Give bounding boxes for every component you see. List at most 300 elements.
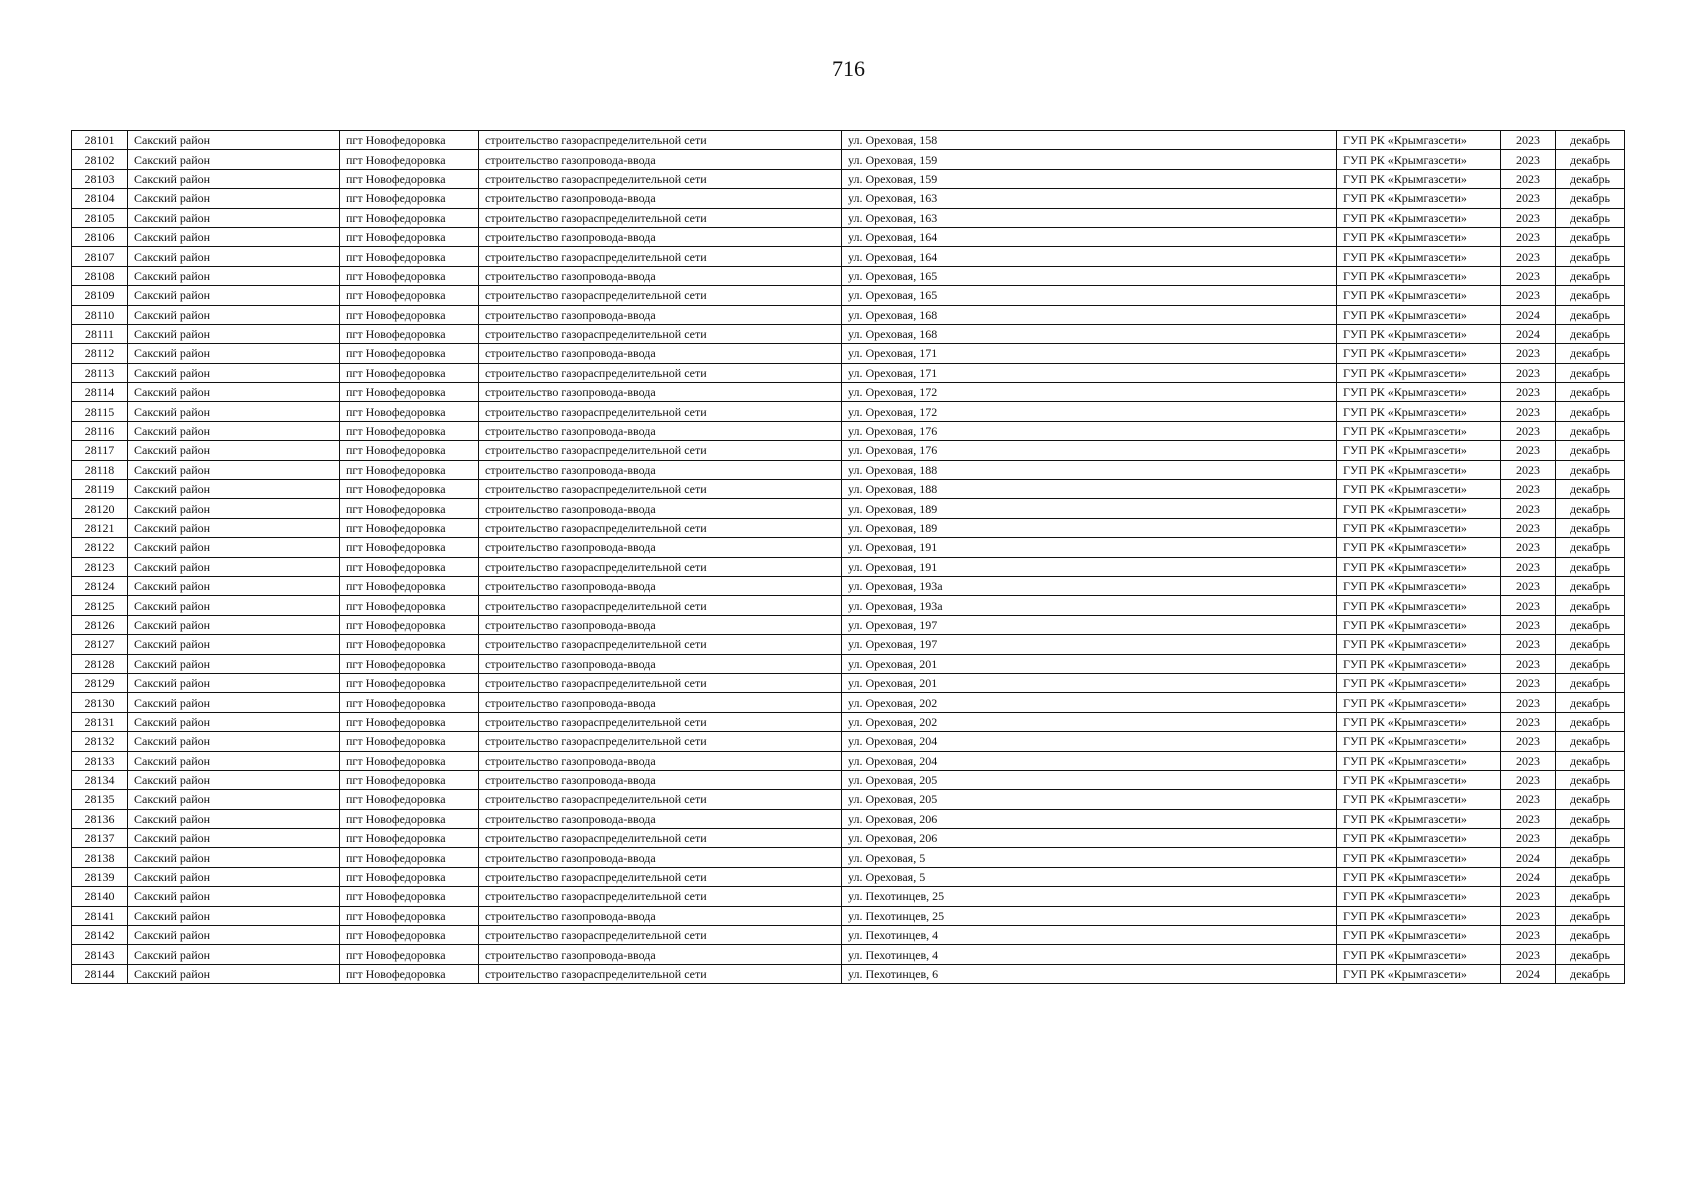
settlement-cell: пгт Новофедоровка bbox=[340, 305, 479, 324]
work-type-cell: строительство газопровода-ввода bbox=[479, 770, 842, 789]
organization-cell: ГУП РК «Крымгазсети» bbox=[1337, 770, 1501, 789]
record-number-cell: 28103 bbox=[72, 169, 128, 188]
table-row bbox=[72, 751, 1625, 770]
work-type-cell: строительство газопровода-ввода bbox=[479, 421, 842, 440]
address-cell: ул. Ореховая, 164 bbox=[842, 227, 1337, 246]
table-row bbox=[72, 829, 1625, 848]
record-number-cell: 28107 bbox=[72, 247, 128, 266]
table-row bbox=[72, 887, 1625, 906]
work-type-cell: строительство газопровода-ввода bbox=[479, 615, 842, 634]
settlement-cell: пгт Новофедоровка bbox=[340, 712, 479, 731]
work-type-cell: строительство газопровода-ввода bbox=[479, 538, 842, 557]
month-cell: декабрь bbox=[1556, 324, 1625, 343]
table-row bbox=[72, 770, 1625, 789]
settlement-cell: пгт Новофедоровка bbox=[340, 557, 479, 576]
settlement-cell: пгт Новофедоровка bbox=[340, 576, 479, 595]
year-cell: 2023 bbox=[1501, 615, 1556, 634]
year-cell: 2023 bbox=[1501, 887, 1556, 906]
year-cell: 2023 bbox=[1501, 518, 1556, 537]
record-number-cell: 28105 bbox=[72, 208, 128, 227]
address-cell: ул. Ореховая, 188 bbox=[842, 460, 1337, 479]
month-cell: декабрь bbox=[1556, 867, 1625, 886]
organization-cell: ГУП РК «Крымгазсети» bbox=[1337, 169, 1501, 188]
year-cell: 2023 bbox=[1501, 286, 1556, 305]
settlement-cell: пгт Новофедоровка bbox=[340, 635, 479, 654]
work-type-cell: строительство газораспределительной сети bbox=[479, 964, 842, 983]
record-number-cell: 28102 bbox=[72, 150, 128, 169]
table-row bbox=[72, 227, 1625, 246]
year-cell: 2023 bbox=[1501, 247, 1556, 266]
month-cell: декабрь bbox=[1556, 227, 1625, 246]
work-type-cell: строительство газопровода-ввода bbox=[479, 848, 842, 867]
settlement-cell: пгт Новофедоровка bbox=[340, 518, 479, 537]
organization-cell: ГУП РК «Крымгазсети» bbox=[1337, 576, 1501, 595]
record-number-cell: 28109 bbox=[72, 286, 128, 305]
work-type-cell: строительство газопровода-ввода bbox=[479, 576, 842, 595]
year-cell: 2023 bbox=[1501, 538, 1556, 557]
year-cell: 2023 bbox=[1501, 829, 1556, 848]
record-number-cell: 28116 bbox=[72, 421, 128, 440]
record-number-cell: 28134 bbox=[72, 770, 128, 789]
table-row bbox=[72, 945, 1625, 964]
work-type-cell: строительство газораспределительной сети bbox=[479, 208, 842, 227]
organization-cell: ГУП РК «Крымгазсети» bbox=[1337, 305, 1501, 324]
year-cell: 2023 bbox=[1501, 363, 1556, 382]
district-cell: Сакский район bbox=[128, 363, 340, 382]
month-cell: декабрь bbox=[1556, 887, 1625, 906]
address-cell: ул. Ореховая, 176 bbox=[842, 441, 1337, 460]
month-cell: декабрь bbox=[1556, 460, 1625, 479]
year-cell: 2023 bbox=[1501, 344, 1556, 363]
year-cell: 2024 bbox=[1501, 964, 1556, 983]
work-type-cell: строительство газопровода-ввода bbox=[479, 945, 842, 964]
address-cell: ул. Пехотинцев, 4 bbox=[842, 945, 1337, 964]
address-cell: ул. Ореховая, 159 bbox=[842, 150, 1337, 169]
address-cell: ул. Ореховая, 201 bbox=[842, 673, 1337, 692]
year-cell: 2023 bbox=[1501, 712, 1556, 731]
district-cell: Сакский район bbox=[128, 169, 340, 188]
record-number-cell: 28129 bbox=[72, 673, 128, 692]
month-cell: декабрь bbox=[1556, 150, 1625, 169]
organization-cell: ГУП РК «Крымгазсети» bbox=[1337, 693, 1501, 712]
year-cell: 2023 bbox=[1501, 596, 1556, 615]
month-cell: декабрь bbox=[1556, 848, 1625, 867]
work-type-cell: строительство газораспределительной сети bbox=[479, 829, 842, 848]
table-row bbox=[72, 732, 1625, 751]
month-cell: декабрь bbox=[1556, 751, 1625, 770]
work-type-cell: строительство газораспределительной сети bbox=[479, 596, 842, 615]
district-cell: Сакский район bbox=[128, 867, 340, 886]
address-cell: ул. Ореховая, 171 bbox=[842, 344, 1337, 363]
organization-cell: ГУП РК «Крымгазсети» bbox=[1337, 964, 1501, 983]
table-row bbox=[72, 189, 1625, 208]
year-cell: 2023 bbox=[1501, 654, 1556, 673]
work-type-cell: строительство газопровода-ввода bbox=[479, 499, 842, 518]
organization-cell: ГУП РК «Крымгазсети» bbox=[1337, 324, 1501, 343]
table-row bbox=[72, 324, 1625, 343]
settlement-cell: пгт Новофедоровка bbox=[340, 460, 479, 479]
settlement-cell: пгт Новофедоровка bbox=[340, 344, 479, 363]
record-number-cell: 28140 bbox=[72, 887, 128, 906]
organization-cell: ГУП РК «Крымгазсети» bbox=[1337, 732, 1501, 751]
month-cell: декабрь bbox=[1556, 557, 1625, 576]
year-cell: 2023 bbox=[1501, 751, 1556, 770]
record-number-cell: 28122 bbox=[72, 538, 128, 557]
record-number-cell: 28121 bbox=[72, 518, 128, 537]
month-cell: декабрь bbox=[1556, 305, 1625, 324]
organization-cell: ГУП РК «Крымгазсети» bbox=[1337, 945, 1501, 964]
address-cell: ул. Ореховая, 188 bbox=[842, 480, 1337, 499]
record-number-cell: 28144 bbox=[72, 964, 128, 983]
district-cell: Сакский район bbox=[128, 635, 340, 654]
year-cell: 2023 bbox=[1501, 576, 1556, 595]
address-cell: ул. Ореховая, 206 bbox=[842, 829, 1337, 848]
work-type-cell: строительство газопровода-ввода bbox=[479, 906, 842, 925]
year-cell: 2023 bbox=[1501, 227, 1556, 246]
work-type-cell: строительство газораспределительной сети bbox=[479, 324, 842, 343]
address-cell: ул. Ореховая, 189 bbox=[842, 518, 1337, 537]
year-cell: 2023 bbox=[1501, 499, 1556, 518]
address-cell: ул. Ореховая, 165 bbox=[842, 266, 1337, 285]
organization-cell: ГУП РК «Крымгазсети» bbox=[1337, 227, 1501, 246]
month-cell: декабрь bbox=[1556, 945, 1625, 964]
year-cell: 2023 bbox=[1501, 421, 1556, 440]
address-cell: ул. Ореховая, 193а bbox=[842, 596, 1337, 615]
settlement-cell: пгт Новофедоровка bbox=[340, 790, 479, 809]
district-cell: Сакский район bbox=[128, 247, 340, 266]
district-cell: Сакский район bbox=[128, 460, 340, 479]
work-type-cell: строительство газораспределительной сети bbox=[479, 518, 842, 537]
district-cell: Сакский район bbox=[128, 809, 340, 828]
settlement-cell: пгт Новофедоровка bbox=[340, 732, 479, 751]
year-cell: 2023 bbox=[1501, 732, 1556, 751]
year-cell: 2024 bbox=[1501, 324, 1556, 343]
table-row bbox=[72, 867, 1625, 886]
month-cell: декабрь bbox=[1556, 421, 1625, 440]
year-cell: 2023 bbox=[1501, 169, 1556, 188]
organization-cell: ГУП РК «Крымгазсети» bbox=[1337, 712, 1501, 731]
work-type-cell: строительство газопровода-ввода bbox=[479, 693, 842, 712]
work-type-cell: строительство газораспределительной сети bbox=[479, 286, 842, 305]
record-number-cell: 28126 bbox=[72, 615, 128, 634]
address-cell: ул. Ореховая, 193а bbox=[842, 576, 1337, 595]
address-cell: ул. Ореховая, 189 bbox=[842, 499, 1337, 518]
table-row bbox=[72, 363, 1625, 382]
table-row bbox=[72, 906, 1625, 925]
work-type-cell: строительство газопровода-ввода bbox=[479, 751, 842, 770]
settlement-cell: пгт Новофедоровка bbox=[340, 906, 479, 925]
settlement-cell: пгт Новофедоровка bbox=[340, 654, 479, 673]
month-cell: декабрь bbox=[1556, 732, 1625, 751]
month-cell: декабрь bbox=[1556, 286, 1625, 305]
address-cell: ул. Пехотинцев, 25 bbox=[842, 887, 1337, 906]
record-number-cell: 28130 bbox=[72, 693, 128, 712]
address-cell: ул. Ореховая, 201 bbox=[842, 654, 1337, 673]
record-number-cell: 28135 bbox=[72, 790, 128, 809]
record-number-cell: 28110 bbox=[72, 305, 128, 324]
district-cell: Сакский район bbox=[128, 499, 340, 518]
organization-cell: ГУП РК «Крымгазсети» bbox=[1337, 460, 1501, 479]
address-cell: ул. Ореховая, 159 bbox=[842, 169, 1337, 188]
address-cell: ул. Ореховая, 191 bbox=[842, 557, 1337, 576]
month-cell: декабрь bbox=[1556, 615, 1625, 634]
organization-cell: ГУП РК «Крымгазсети» bbox=[1337, 926, 1501, 945]
district-cell: Сакский район bbox=[128, 324, 340, 343]
year-cell: 2023 bbox=[1501, 441, 1556, 460]
district-cell: Сакский район bbox=[128, 518, 340, 537]
year-cell: 2023 bbox=[1501, 770, 1556, 789]
record-number-cell: 28114 bbox=[72, 383, 128, 402]
settlement-cell: пгт Новофедоровка bbox=[340, 693, 479, 712]
record-number-cell: 28128 bbox=[72, 654, 128, 673]
month-cell: декабрь bbox=[1556, 809, 1625, 828]
address-cell: ул. Ореховая, 168 bbox=[842, 324, 1337, 343]
district-cell: Сакский район bbox=[128, 286, 340, 305]
table-row bbox=[72, 402, 1625, 421]
settlement-cell: пгт Новофедоровка bbox=[340, 499, 479, 518]
organization-cell: ГУП РК «Крымгазсети» bbox=[1337, 402, 1501, 421]
year-cell: 2023 bbox=[1501, 150, 1556, 169]
month-cell: декабрь bbox=[1556, 247, 1625, 266]
table-row bbox=[72, 576, 1625, 595]
record-number-cell: 28132 bbox=[72, 732, 128, 751]
table-row bbox=[72, 383, 1625, 402]
table-row bbox=[72, 518, 1625, 537]
settlement-cell: пгт Новофедоровка bbox=[340, 809, 479, 828]
table-row bbox=[72, 538, 1625, 557]
record-number-cell: 28115 bbox=[72, 402, 128, 421]
month-cell: декабрь bbox=[1556, 383, 1625, 402]
work-type-cell: строительство газораспределительной сети bbox=[479, 169, 842, 188]
work-type-cell: строительство газораспределительной сети bbox=[479, 635, 842, 654]
work-type-cell: строительство газораспределительной сети bbox=[479, 732, 842, 751]
organization-cell: ГУП РК «Крымгазсети» bbox=[1337, 286, 1501, 305]
work-type-cell: строительство газораспределительной сети bbox=[479, 867, 842, 886]
year-cell: 2023 bbox=[1501, 208, 1556, 227]
record-number-cell: 28117 bbox=[72, 441, 128, 460]
organization-cell: ГУП РК «Крымгазсети» bbox=[1337, 363, 1501, 382]
settlement-cell: пгт Новофедоровка bbox=[340, 615, 479, 634]
address-cell: ул. Пехотинцев, 6 bbox=[842, 964, 1337, 983]
district-cell: Сакский район bbox=[128, 189, 340, 208]
settlement-cell: пгт Новофедоровка bbox=[340, 402, 479, 421]
table-row bbox=[72, 208, 1625, 227]
settlement-cell: пгт Новофедоровка bbox=[340, 266, 479, 285]
work-type-cell: строительство газопровода-ввода bbox=[479, 460, 842, 479]
district-cell: Сакский район bbox=[128, 654, 340, 673]
settlement-cell: пгт Новофедоровка bbox=[340, 363, 479, 382]
record-number-cell: 28142 bbox=[72, 926, 128, 945]
district-cell: Сакский район bbox=[128, 964, 340, 983]
table-row bbox=[72, 848, 1625, 867]
year-cell: 2023 bbox=[1501, 383, 1556, 402]
table-row bbox=[72, 266, 1625, 285]
record-number-cell: 28113 bbox=[72, 363, 128, 382]
record-number-cell: 28112 bbox=[72, 344, 128, 363]
work-type-cell: строительство газораспределительной сети bbox=[479, 790, 842, 809]
organization-cell: ГУП РК «Крымгазсети» bbox=[1337, 247, 1501, 266]
district-cell: Сакский район bbox=[128, 673, 340, 692]
settlement-cell: пгт Новофедоровка bbox=[340, 441, 479, 460]
work-type-cell: строительство газопровода-ввода bbox=[479, 227, 842, 246]
year-cell: 2024 bbox=[1501, 867, 1556, 886]
address-cell: ул. Ореховая, 191 bbox=[842, 538, 1337, 557]
address-cell: ул. Ореховая, 163 bbox=[842, 189, 1337, 208]
district-cell: Сакский район bbox=[128, 421, 340, 440]
address-cell: ул. Ореховая, 205 bbox=[842, 770, 1337, 789]
work-type-cell: строительство газораспределительной сети bbox=[479, 926, 842, 945]
district-cell: Сакский район bbox=[128, 926, 340, 945]
work-type-cell: строительство газораспределительной сети bbox=[479, 673, 842, 692]
month-cell: декабрь bbox=[1556, 189, 1625, 208]
record-number-cell: 28131 bbox=[72, 712, 128, 731]
month-cell: декабрь bbox=[1556, 266, 1625, 285]
work-type-cell: строительство газораспределительной сети bbox=[479, 402, 842, 421]
table-row bbox=[72, 247, 1625, 266]
record-number-cell: 28111 bbox=[72, 324, 128, 343]
address-cell: ул. Ореховая, 163 bbox=[842, 208, 1337, 227]
year-cell: 2023 bbox=[1501, 557, 1556, 576]
address-cell: ул. Ореховая, 165 bbox=[842, 286, 1337, 305]
district-cell: Сакский район bbox=[128, 557, 340, 576]
address-cell: ул. Ореховая, 202 bbox=[842, 712, 1337, 731]
year-cell: 2023 bbox=[1501, 906, 1556, 925]
address-cell: ул. Ореховая, 205 bbox=[842, 790, 1337, 809]
district-cell: Сакский район bbox=[128, 751, 340, 770]
district-cell: Сакский район bbox=[128, 693, 340, 712]
district-cell: Сакский район bbox=[128, 790, 340, 809]
district-cell: Сакский район bbox=[128, 480, 340, 499]
register-body bbox=[72, 131, 1625, 984]
month-cell: декабрь bbox=[1556, 964, 1625, 983]
address-cell: ул. Ореховая, 202 bbox=[842, 693, 1337, 712]
month-cell: декабрь bbox=[1556, 829, 1625, 848]
month-cell: декабрь bbox=[1556, 518, 1625, 537]
address-cell: ул. Пехотинцев, 25 bbox=[842, 906, 1337, 925]
district-cell: Сакский район bbox=[128, 712, 340, 731]
organization-cell: ГУП РК «Крымгазсети» bbox=[1337, 809, 1501, 828]
settlement-cell: пгт Новофедоровка bbox=[340, 150, 479, 169]
address-cell: ул. Ореховая, 158 bbox=[842, 131, 1337, 150]
organization-cell: ГУП РК «Крымгазсети» bbox=[1337, 538, 1501, 557]
district-cell: Сакский район bbox=[128, 305, 340, 324]
record-number-cell: 28136 bbox=[72, 809, 128, 828]
year-cell: 2023 bbox=[1501, 131, 1556, 150]
table-row bbox=[72, 557, 1625, 576]
settlement-cell: пгт Новофедоровка bbox=[340, 383, 479, 402]
settlement-cell: пгт Новофедоровка bbox=[340, 673, 479, 692]
year-cell: 2023 bbox=[1501, 460, 1556, 479]
settlement-cell: пгт Новофедоровка bbox=[340, 227, 479, 246]
record-number-cell: 28127 bbox=[72, 635, 128, 654]
month-cell: декабрь bbox=[1556, 770, 1625, 789]
work-type-cell: строительство газопровода-ввода bbox=[479, 809, 842, 828]
year-cell: 2023 bbox=[1501, 402, 1556, 421]
table-row bbox=[72, 286, 1625, 305]
organization-cell: ГУП РК «Крымгазсети» bbox=[1337, 867, 1501, 886]
work-type-cell: строительство газопровода-ввода bbox=[479, 305, 842, 324]
address-cell: ул. Ореховая, 164 bbox=[842, 247, 1337, 266]
organization-cell: ГУП РК «Крымгазсети» bbox=[1337, 480, 1501, 499]
month-cell: декабрь bbox=[1556, 906, 1625, 925]
table-row bbox=[72, 790, 1625, 809]
work-type-cell: строительство газораспределительной сети bbox=[479, 480, 842, 499]
settlement-cell: пгт Новофедоровка bbox=[340, 208, 479, 227]
table-row bbox=[72, 712, 1625, 731]
district-cell: Сакский район bbox=[128, 848, 340, 867]
settlement-cell: пгт Новофедоровка bbox=[340, 286, 479, 305]
settlement-cell: пгт Новофедоровка bbox=[340, 538, 479, 557]
record-number-cell: 28104 bbox=[72, 189, 128, 208]
organization-cell: ГУП РК «Крымгазсети» bbox=[1337, 751, 1501, 770]
month-cell: декабрь bbox=[1556, 635, 1625, 654]
month-cell: декабрь bbox=[1556, 480, 1625, 499]
settlement-cell: пгт Новофедоровка bbox=[340, 596, 479, 615]
organization-cell: ГУП РК «Крымгазсети» bbox=[1337, 654, 1501, 673]
month-cell: декабрь bbox=[1556, 363, 1625, 382]
table-row bbox=[72, 499, 1625, 518]
year-cell: 2024 bbox=[1501, 848, 1556, 867]
organization-cell: ГУП РК «Крымгазсети» bbox=[1337, 906, 1501, 925]
month-cell: декабрь bbox=[1556, 790, 1625, 809]
work-type-cell: строительство газопровода-ввода bbox=[479, 344, 842, 363]
month-cell: декабрь bbox=[1556, 344, 1625, 363]
settlement-cell: пгт Новофедоровка bbox=[340, 964, 479, 983]
district-cell: Сакский район bbox=[128, 596, 340, 615]
settlement-cell: пгт Новофедоровка bbox=[340, 926, 479, 945]
month-cell: декабрь bbox=[1556, 441, 1625, 460]
address-cell: ул. Ореховая, 168 bbox=[842, 305, 1337, 324]
settlement-cell: пгт Новофедоровка bbox=[340, 421, 479, 440]
table-row bbox=[72, 926, 1625, 945]
organization-cell: ГУП РК «Крымгазсети» bbox=[1337, 383, 1501, 402]
year-cell: 2023 bbox=[1501, 790, 1556, 809]
work-type-cell: строительство газораспределительной сети bbox=[479, 363, 842, 382]
month-cell: декабрь bbox=[1556, 576, 1625, 595]
district-cell: Сакский район bbox=[128, 208, 340, 227]
organization-cell: ГУП РК «Крымгазсети» bbox=[1337, 518, 1501, 537]
organization-cell: ГУП РК «Крымгазсети» bbox=[1337, 266, 1501, 285]
month-cell: декабрь bbox=[1556, 712, 1625, 731]
table-row bbox=[72, 150, 1625, 169]
district-cell: Сакский район bbox=[128, 906, 340, 925]
district-cell: Сакский район bbox=[128, 150, 340, 169]
settlement-cell: пгт Новофедоровка bbox=[340, 324, 479, 343]
address-cell: ул. Ореховая, 5 bbox=[842, 848, 1337, 867]
record-number-cell: 28141 bbox=[72, 906, 128, 925]
address-cell: ул. Пехотинцев, 4 bbox=[842, 926, 1337, 945]
settlement-cell: пгт Новофедоровка bbox=[340, 131, 479, 150]
address-cell: ул. Ореховая, 176 bbox=[842, 421, 1337, 440]
organization-cell: ГУП РК «Крымгазсети» bbox=[1337, 596, 1501, 615]
organization-cell: ГУП РК «Крымгазсети» bbox=[1337, 441, 1501, 460]
page-number: 716 bbox=[832, 56, 865, 81]
organization-cell: ГУП РК «Крымгазсети» bbox=[1337, 829, 1501, 848]
work-type-cell: строительство газопровода-ввода bbox=[479, 189, 842, 208]
record-number-cell: 28108 bbox=[72, 266, 128, 285]
district-cell: Сакский район bbox=[128, 383, 340, 402]
record-number-cell: 28101 bbox=[72, 131, 128, 150]
month-cell: декабрь bbox=[1556, 499, 1625, 518]
address-cell: ул. Ореховая, 5 bbox=[842, 867, 1337, 886]
year-cell: 2024 bbox=[1501, 305, 1556, 324]
work-type-cell: строительство газораспределительной сети bbox=[479, 712, 842, 731]
table-row bbox=[72, 809, 1625, 828]
record-number-cell: 28106 bbox=[72, 227, 128, 246]
settlement-cell: пгт Новофедоровка bbox=[340, 169, 479, 188]
district-cell: Сакский район bbox=[128, 266, 340, 285]
year-cell: 2023 bbox=[1501, 926, 1556, 945]
